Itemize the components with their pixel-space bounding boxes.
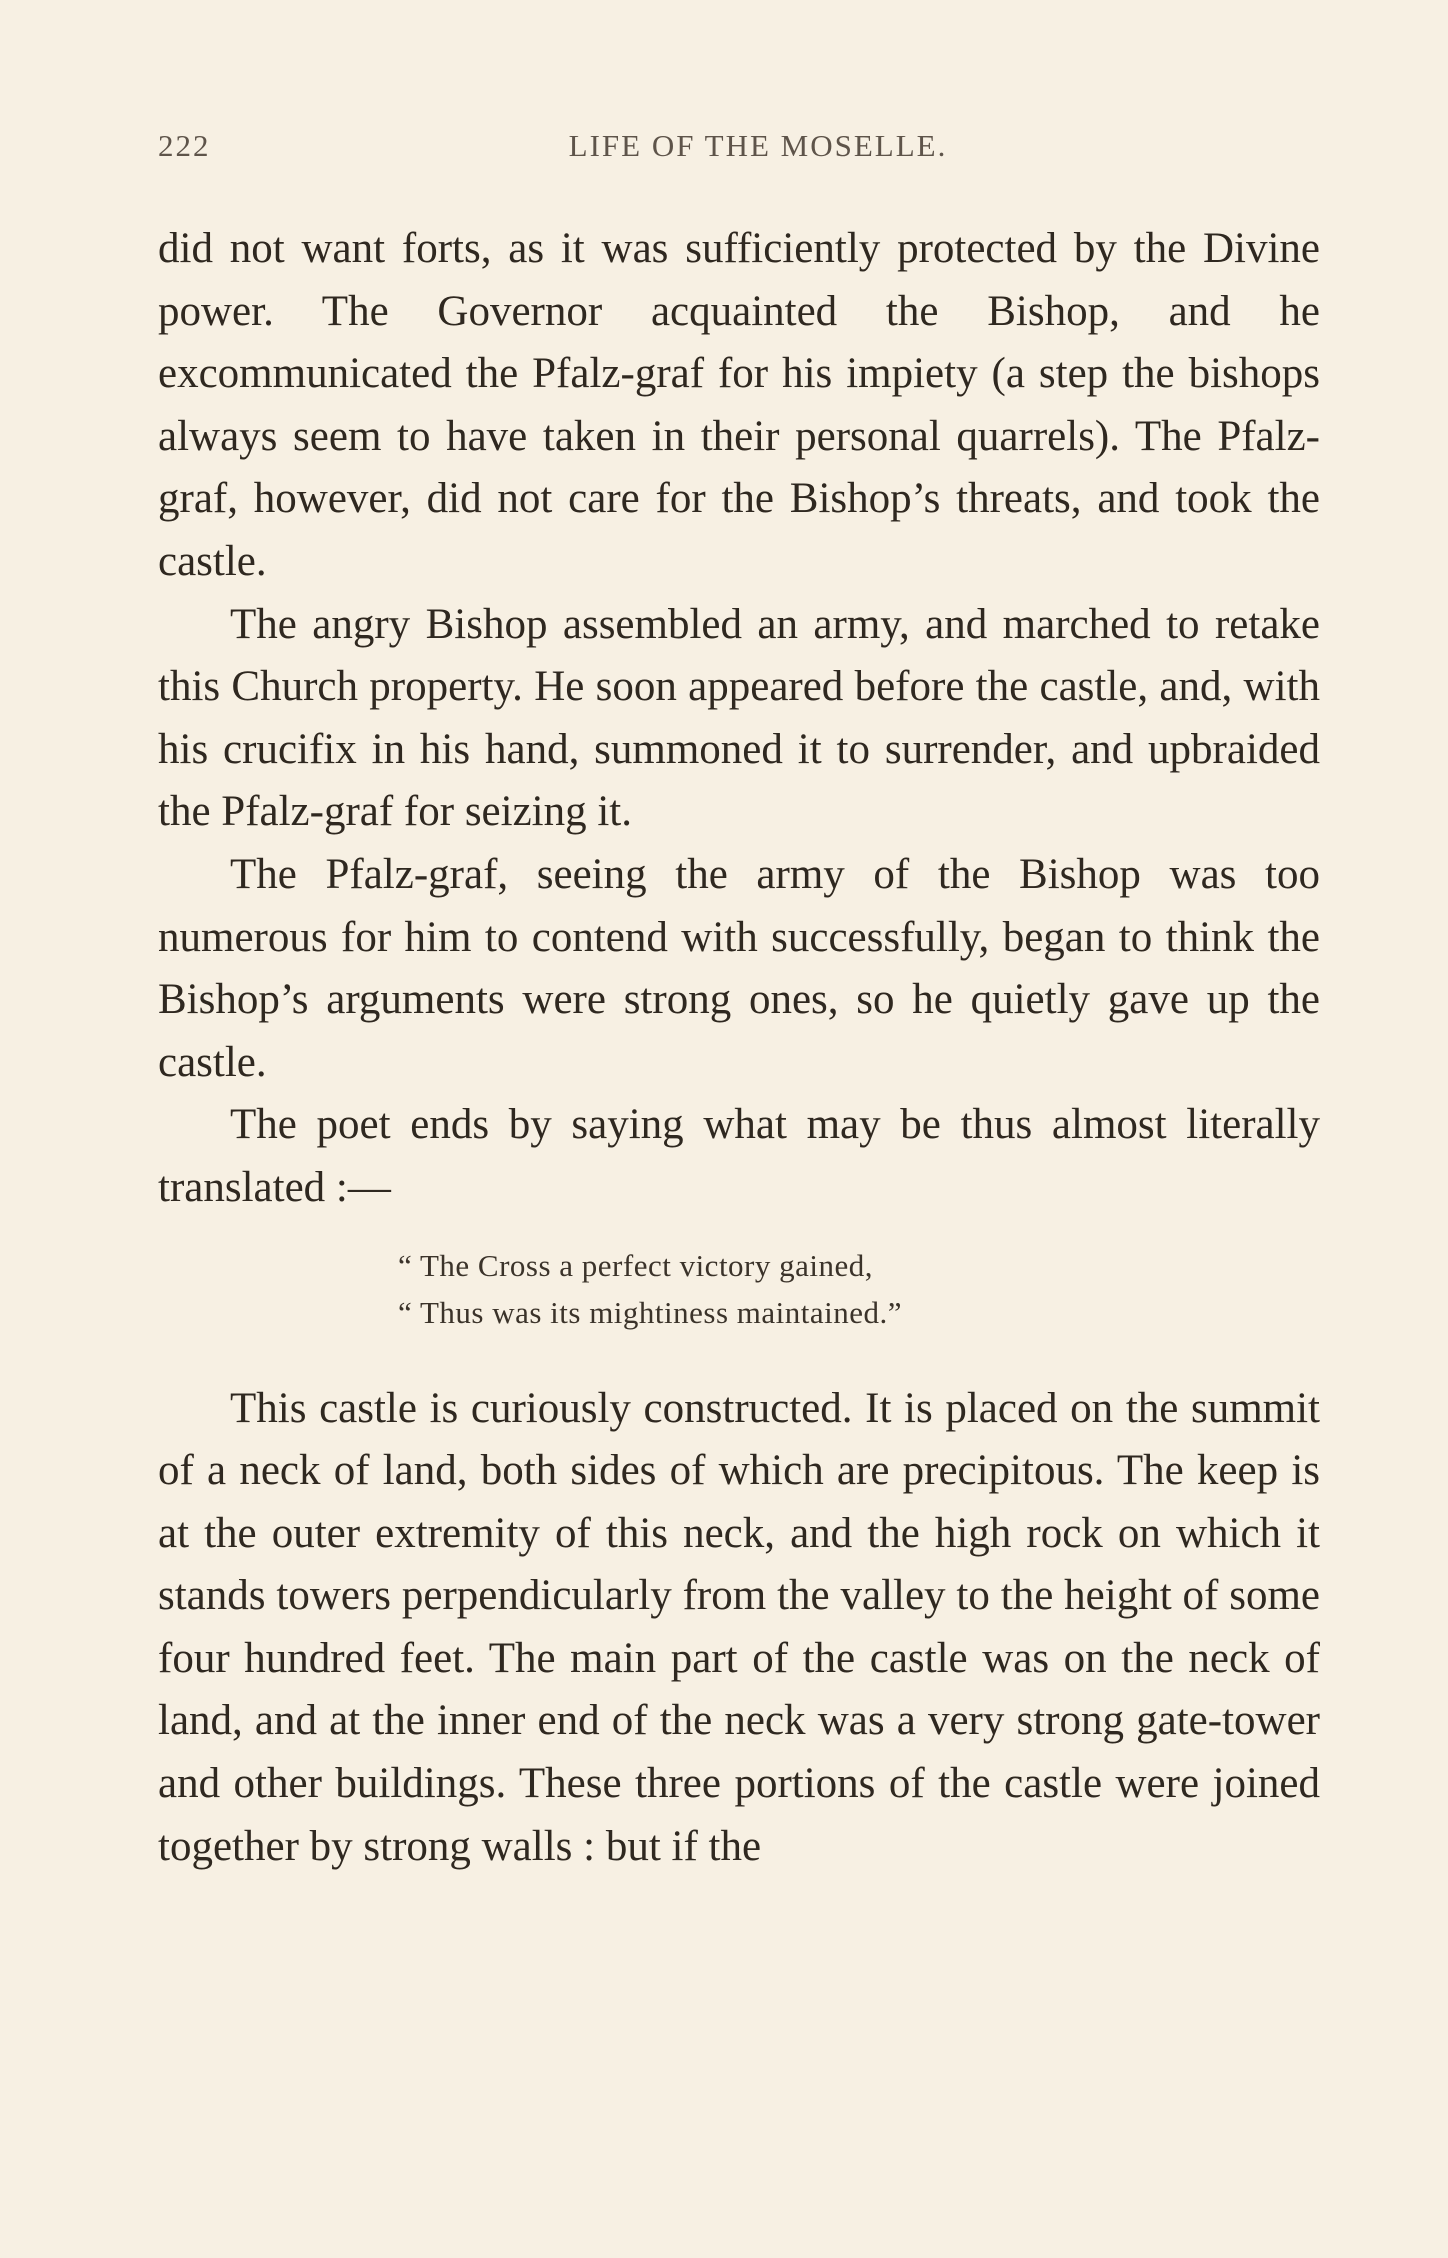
paragraph-bishop-army: The angry Bishop assembled an army, and marched to retake this Church property. He soon appeared before the castle, and, with his crucifix in his hand, summoned it to surrender, and upbraided the Pfalz-graf for seizing it. [158, 600, 1320, 836]
running-title: LIFE OF THE MOSELLE. [568, 128, 948, 163]
page-number: 222 [158, 128, 211, 163]
paragraph-pfalz-graf-yields: The Pfalz-graf, seeing the army of the Bishop was too numerous for him to contend with successfully, began to think the Bishop’s arguments were strong ones, so he quietly gave up the castle. [158, 850, 1320, 1086]
paragraph-poet-ends: The poet ends by saying what may be thus almost literally translated :— [158, 1101, 1320, 1211]
verse-quotation [158, 1242, 1320, 1336]
paragraph-continued: did not want forts, as it was sufficiently protected by the Divine power. The Governor acquainted the Bishop, and he excommunicated the Pfalz-graf for his impiety (a step the bishops always seem to have taken in their personal quarrels). The Pfalz-graf, however, did not care for the Bishop’s threats, and took the castle. [158, 225, 1320, 585]
verse-line: “ The Cross a perfect victory gained, [398, 1247, 874, 1283]
running-head [158, 128, 1318, 178]
paragraph-castle-construction: This castle is curiously constructed. It is placed on the summit of a neck of land, both sides of which are precipitous. The keep is at the outer extremity of this neck, and the high rock on which it stands towers perpendicularly from the valley to the height of some four hundred feet. The main part of the castle was on the neck of land, and at the inner end of the neck was a very strong gate-tower and other buildings. These three portions of the castle were joined together by strong walls : but if the [158, 1384, 1320, 1870]
verse-line: “ Thus was its mightiness maintained.” [398, 1294, 903, 1330]
body-text [158, 218, 1320, 1878]
